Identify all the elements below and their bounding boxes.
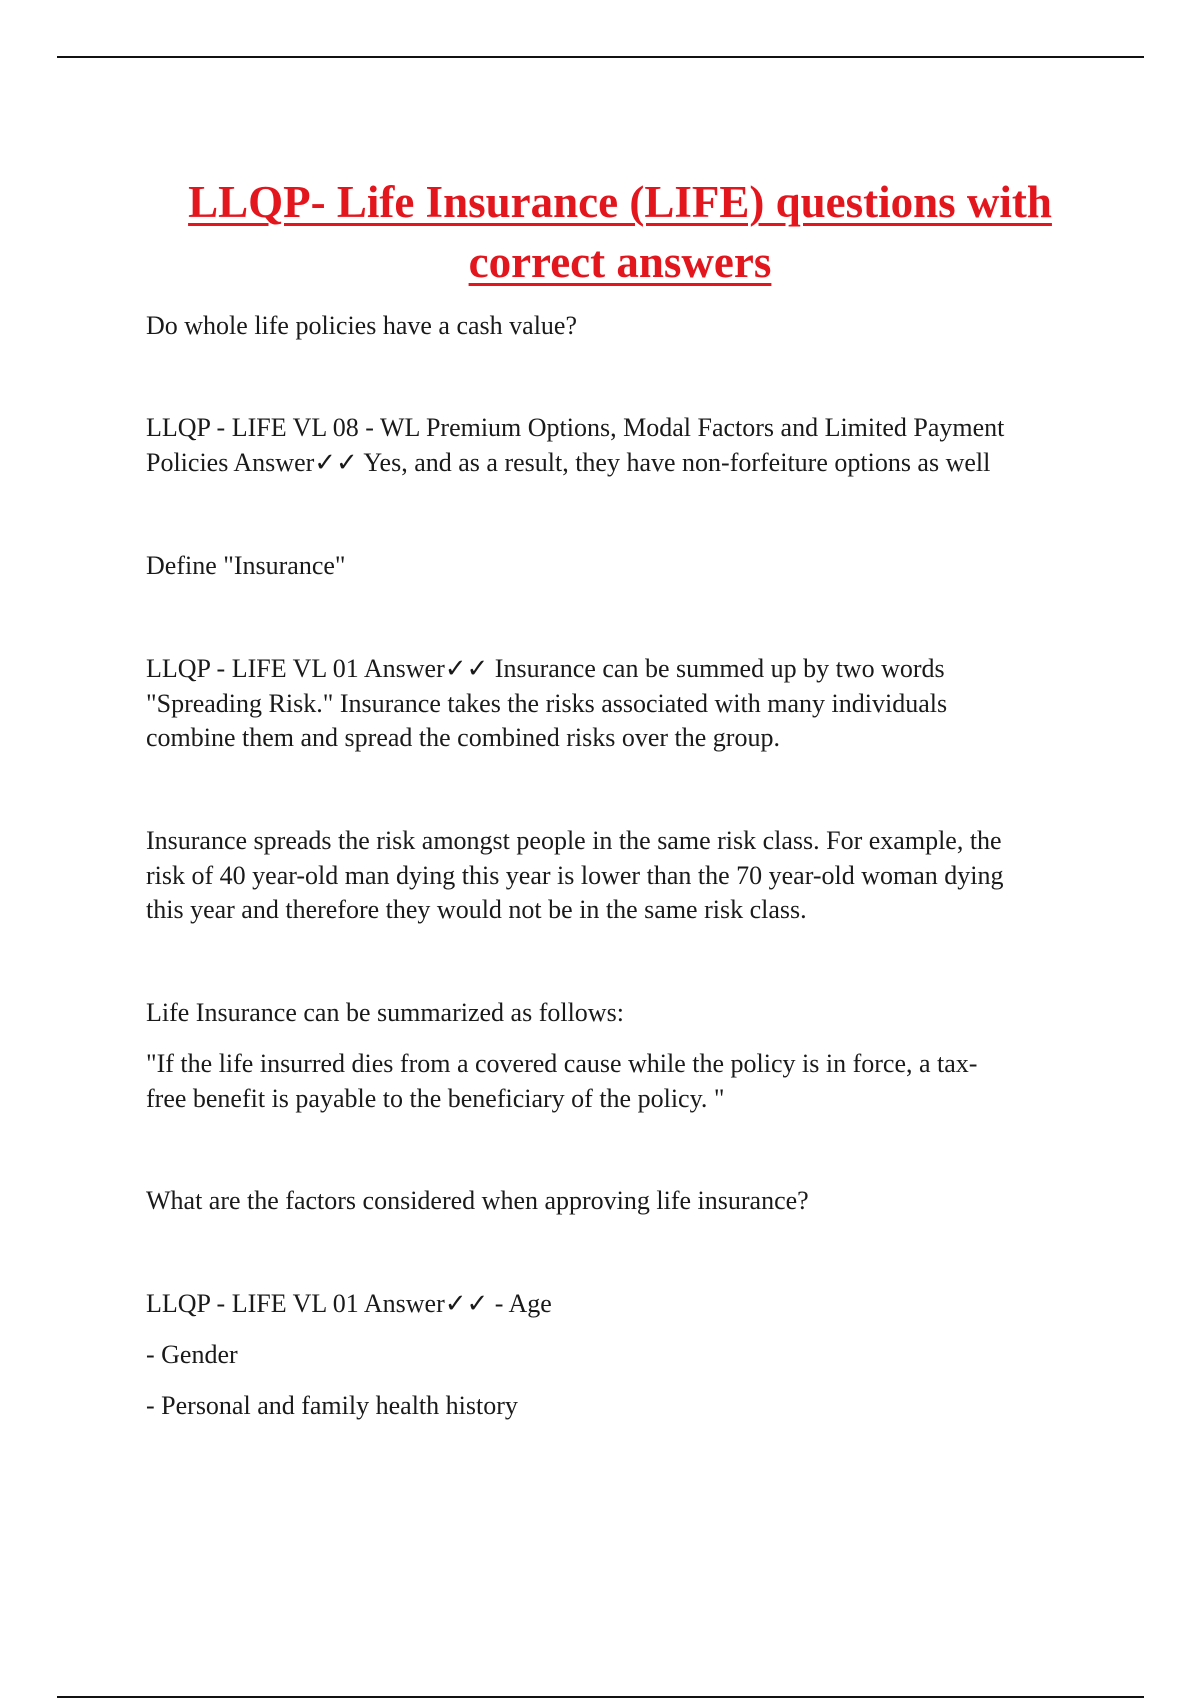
life-insurance-summary-quote: "If the life insurred dies from a covered cause while the policy is in force, a tax- free benefit is payable to the beneficiary of the policy. ": [146, 1049, 978, 1113]
top-rule: [57, 56, 1144, 58]
document-title: LLQP- Life Insurance (LIFE) questions with correct answers: [188, 177, 1052, 287]
question-define-insurance: Define "Insurance": [146, 551, 346, 580]
question-cash-value: Do whole life policies have a cash value?: [146, 311, 577, 340]
bottom-rule: [57, 1696, 1144, 1698]
risk-class-paragraph: Insurance spreads the risk amongst people in the same risk class. For example, the risk of 40 year-old man dying this year is lower than the 70 year-old woman dying this year and therefore they would not be in the same risk class.: [146, 826, 1004, 924]
factor-health-history: - Personal and family health history: [146, 1391, 518, 1420]
answer-define-insurance: LLQP - LIFE VL 01 Answer✓✓ Insurance can be summed up by two words "Spreading Risk." Insurance takes the risks associated with many individuals combine them and spread the combined risks over the group.: [146, 654, 948, 752]
answer-approval-factors: LLQP - LIFE VL 01 Answer✓✓ - Age: [146, 1289, 552, 1318]
factor-gender: - Gender: [146, 1340, 238, 1369]
answer-cash-value: LLQP - LIFE VL 08 - WL Premium Options, Modal Factors and Limited Payment Policies Answer✓✓ Yes, and as a result, they have non-forfeiture options as well: [146, 413, 1005, 477]
life-insurance-summary-intro: Life Insurance can be summarized as follows:: [146, 998, 624, 1027]
question-approval-factors: What are the factors considered when approving life insurance?: [146, 1186, 809, 1215]
